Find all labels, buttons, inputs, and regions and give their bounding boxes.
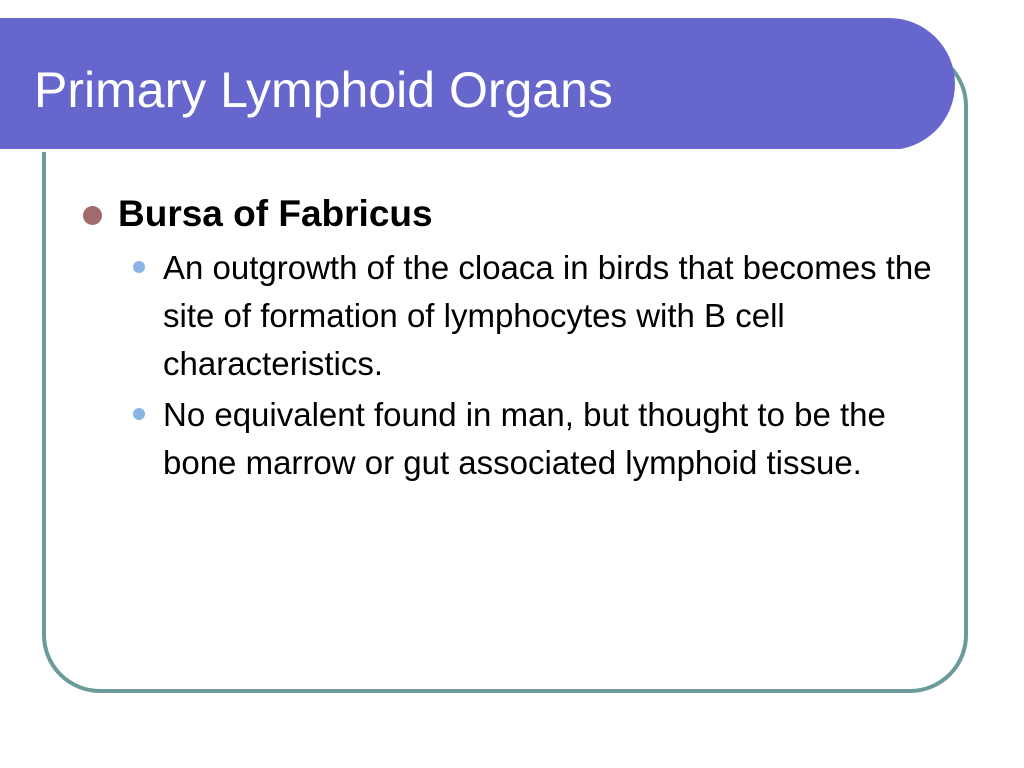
title-underline bbox=[0, 149, 905, 152]
sub-bullet-text: An outgrowth of the cloaca in birds that becomes the site of formation of lymphocytes with B cell characteristics. bbox=[163, 249, 932, 382]
sub-bullet-list bbox=[118, 244, 940, 487]
bullet-text: Bursa of Fabricus bbox=[118, 193, 433, 234]
round-bullet-icon bbox=[83, 206, 102, 225]
slide-title: Primary Lymphoid Organs bbox=[34, 62, 613, 118]
sub-bullet-item bbox=[118, 244, 940, 388]
small-round-bullet-icon bbox=[133, 408, 145, 420]
sub-bullet-text: No equivalent found in man, but thought to be the bone marrow or gut associated lymphoid tissue. bbox=[163, 396, 886, 481]
title-bar bbox=[0, 18, 955, 150]
small-round-bullet-icon bbox=[133, 261, 145, 273]
sub-bullet-item bbox=[118, 391, 940, 487]
bullet-list bbox=[80, 188, 940, 490]
bullet-item bbox=[80, 188, 940, 487]
